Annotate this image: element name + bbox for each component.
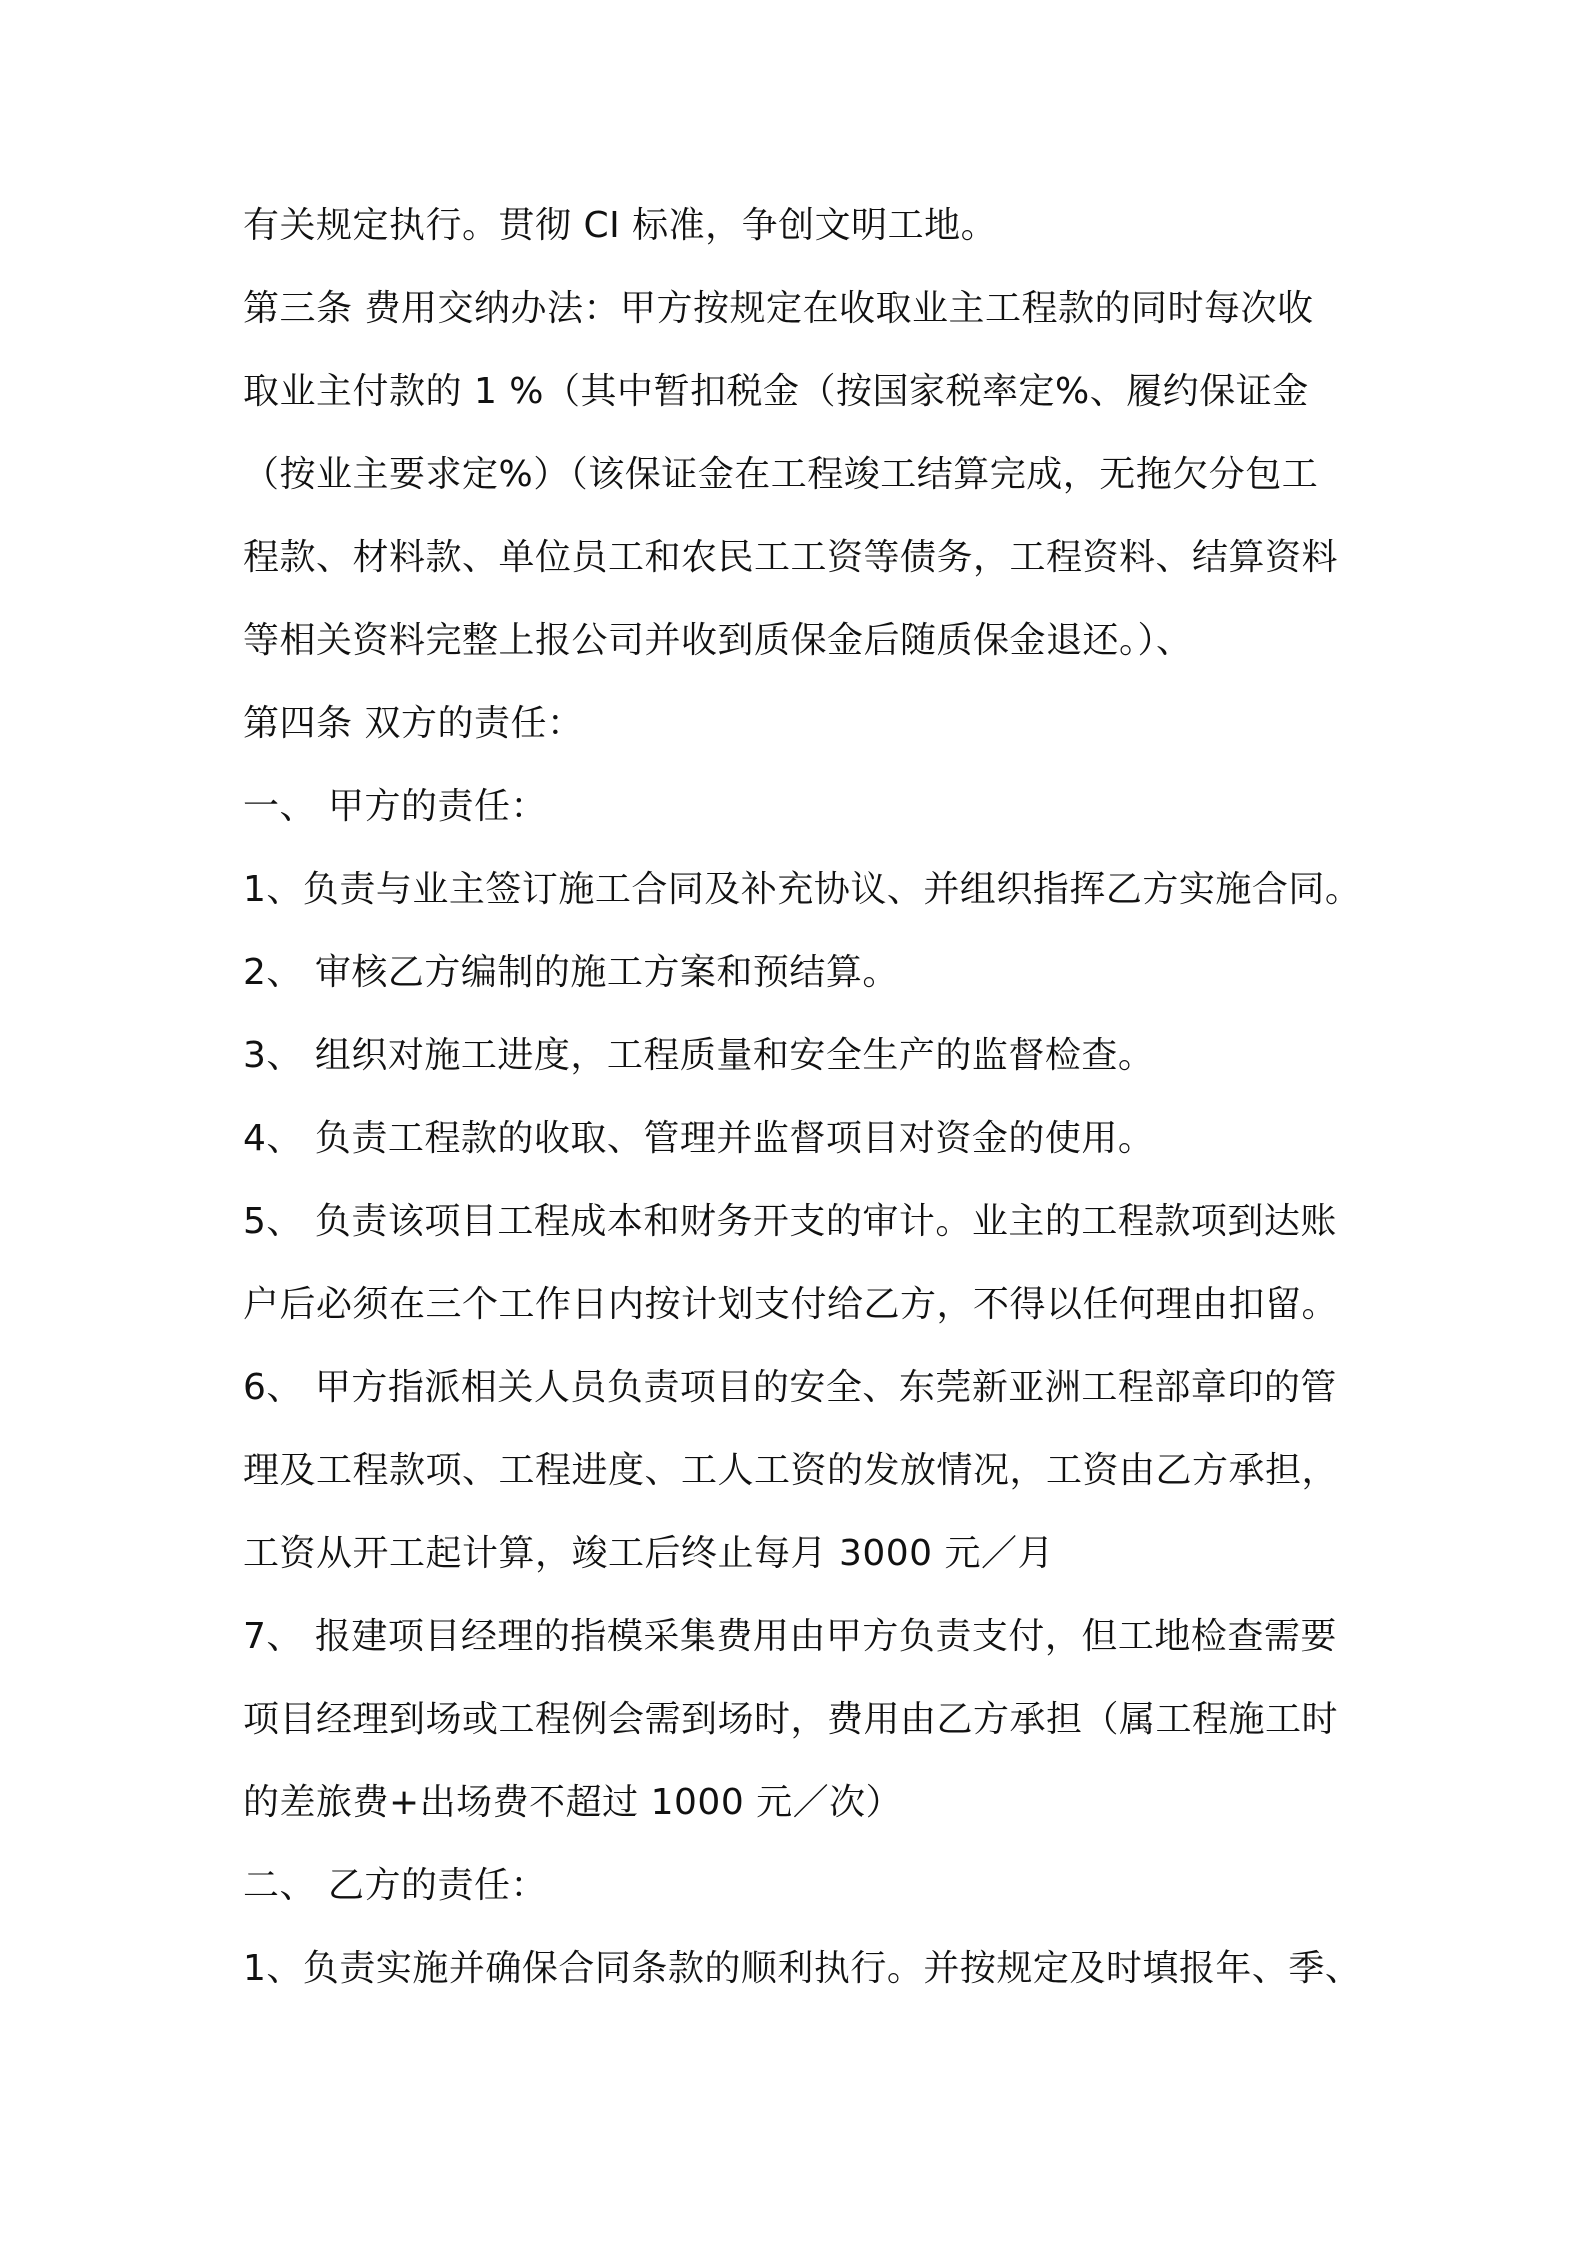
list-item-1: 1、负责实施并确保合同条款的顺利执行。并按规定及时填报年、季、 bbox=[243, 1948, 1362, 1989]
text-line: （按业主要求定%）（该保证金在工程竣工结算完成，无拖欠分包工 bbox=[243, 454, 1319, 495]
text-line: 理及工程款项、工程进度、工人工资的发放情况，工资由乙方承担， bbox=[243, 1450, 1339, 1491]
text-line: 等相关资料完整上报公司并收到质保金后随质保金退还。）、 bbox=[243, 620, 1193, 661]
text-line: 取业主付款的 1 %（其中暂扣税金（按国家税率定%、履约保证金 bbox=[243, 371, 1309, 412]
text-line: 工资从开工起计算，竣工后终止每月 3000 元／月 bbox=[243, 1533, 1055, 1574]
list-item-6: 6、 甲方指派相关人员负责项目的安全、东莞新亚洲工程部章印的管 bbox=[243, 1367, 1337, 1408]
text-line: 户后必须在三个工作日内按计划支付给乙方，不得以任何理由扣留。 bbox=[243, 1284, 1339, 1325]
list-item-1: 1、负责与业主签订施工合同及补充协议、并组织指挥乙方实施合同。 bbox=[243, 869, 1362, 910]
list-item-3: 3、 组织对施工进度，工程质量和安全生产的监督检查。 bbox=[243, 1035, 1155, 1076]
article-4-heading-line: 第四条 双方的责任： bbox=[243, 703, 584, 744]
text-line: 的差旅费+出场费不超过 1000 元／次） bbox=[243, 1782, 903, 1823]
party-a-heading-line: 一、 甲方的责任： bbox=[243, 786, 547, 827]
list-item-5: 5、 负责该项目工程成本和财务开支的审计。业主的工程款项到达账 bbox=[243, 1201, 1337, 1242]
text-line: 程款、材料款、单位员工和农民工工资等债务，工程资料、结算资料 bbox=[243, 537, 1339, 578]
text-line: 有关规定执行。贯彻 CI 标准，争创文明工地。 bbox=[243, 205, 998, 246]
text-line: 项目经理到场或工程例会需到场时，费用由乙方承担（属工程施工时 bbox=[243, 1699, 1339, 1740]
list-item-4: 4、 负责工程款的收取、管理并监督项目对资金的使用。 bbox=[243, 1118, 1155, 1159]
party-b-heading-line: 二、 乙方的责任： bbox=[243, 1865, 547, 1906]
list-item-2: 2、 审核乙方编制的施工方案和预结算。 bbox=[243, 952, 899, 993]
list-item-7: 7、 报建项目经理的指模采集费用由甲方负责支付，但工地检查需要 bbox=[243, 1616, 1337, 1657]
article-3-heading-line: 第三条 费用交纳办法：甲方按规定在收取业主工程款的同时每次收 bbox=[243, 288, 1314, 329]
